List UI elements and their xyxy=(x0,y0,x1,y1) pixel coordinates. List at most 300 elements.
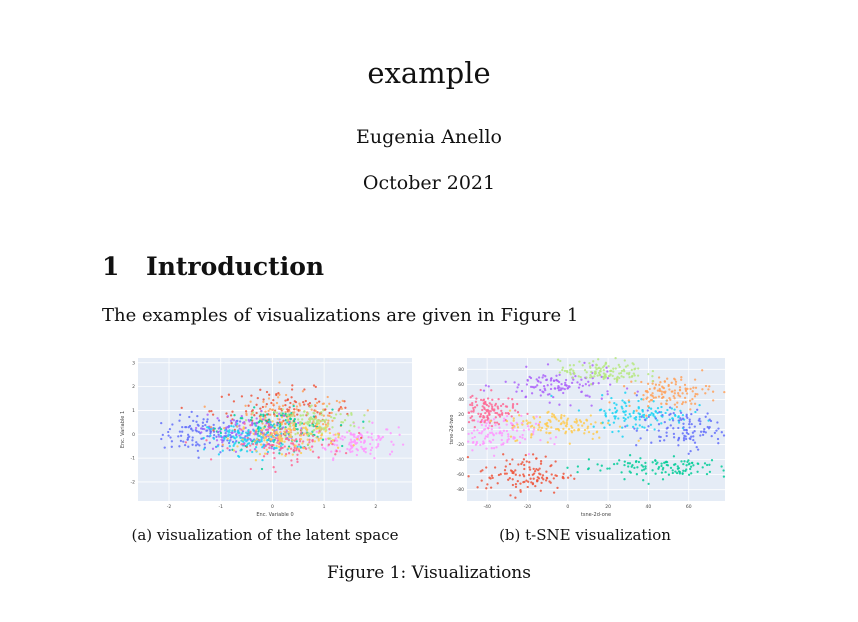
data-point xyxy=(549,402,551,404)
data-point xyxy=(249,444,251,446)
data-point xyxy=(515,486,517,488)
data-point xyxy=(493,418,495,420)
data-point xyxy=(283,430,285,432)
data-point xyxy=(327,425,329,427)
data-point xyxy=(637,374,639,376)
data-point xyxy=(481,424,483,426)
data-point xyxy=(584,369,586,371)
data-point xyxy=(707,388,709,390)
data-point xyxy=(647,409,649,411)
data-point xyxy=(191,411,193,413)
data-point xyxy=(352,421,354,423)
data-point xyxy=(623,369,625,371)
data-point xyxy=(538,472,540,474)
data-point xyxy=(234,437,236,439)
data-point xyxy=(669,413,671,415)
data-point xyxy=(615,367,617,369)
data-point xyxy=(233,414,235,416)
data-point xyxy=(612,370,614,372)
data-point xyxy=(363,439,365,441)
data-point xyxy=(521,423,523,425)
data-point xyxy=(472,442,474,444)
data-point xyxy=(528,474,530,476)
data-point xyxy=(660,406,662,408)
data-point xyxy=(365,447,367,449)
data-point xyxy=(682,418,684,420)
data-point xyxy=(576,381,578,383)
data-point xyxy=(685,468,687,470)
data-point xyxy=(473,409,475,411)
data-point xyxy=(698,404,700,406)
data-point xyxy=(248,419,250,421)
data-point xyxy=(322,439,324,441)
data-point xyxy=(507,397,509,399)
data-point xyxy=(314,440,316,442)
data-point xyxy=(676,472,678,474)
data-point xyxy=(281,453,283,455)
data-point xyxy=(521,434,523,436)
data-point xyxy=(697,462,699,464)
y-tick-label: -20 xyxy=(456,443,464,449)
data-point xyxy=(655,417,657,419)
data-point xyxy=(291,384,293,386)
data-point xyxy=(259,407,261,409)
data-point xyxy=(299,409,301,411)
data-point xyxy=(259,389,261,391)
data-point xyxy=(502,442,504,444)
data-point xyxy=(292,413,294,415)
data-point xyxy=(554,474,556,476)
data-point xyxy=(277,427,279,429)
data-point xyxy=(628,376,630,378)
data-point xyxy=(298,443,300,445)
data-point xyxy=(634,392,636,394)
data-point xyxy=(685,429,687,431)
data-point xyxy=(633,410,635,412)
data-point xyxy=(679,386,681,388)
data-point xyxy=(673,412,675,414)
data-point xyxy=(284,428,286,430)
data-point xyxy=(316,419,318,421)
data-point xyxy=(294,447,296,449)
data-point xyxy=(362,427,364,429)
data-point xyxy=(689,438,691,440)
data-point xyxy=(692,435,694,437)
data-point xyxy=(670,467,672,469)
data-point xyxy=(479,415,481,417)
data-point xyxy=(585,383,587,385)
data-point xyxy=(499,430,501,432)
data-point xyxy=(309,449,311,451)
y-axis-label: tsne-2d-two xyxy=(449,414,455,445)
data-point xyxy=(708,464,710,466)
data-point xyxy=(621,435,623,437)
data-point xyxy=(355,448,357,450)
data-point xyxy=(513,381,515,383)
data-point xyxy=(265,437,267,439)
data-point xyxy=(658,395,660,397)
data-point xyxy=(600,408,602,410)
data-point xyxy=(672,427,674,429)
data-point xyxy=(601,398,603,400)
data-point xyxy=(488,385,490,387)
data-point xyxy=(678,470,680,472)
data-point xyxy=(525,454,527,456)
data-point xyxy=(607,365,609,367)
data-point xyxy=(618,364,620,366)
data-point xyxy=(681,473,683,475)
data-point xyxy=(538,467,540,469)
data-point xyxy=(678,421,680,423)
data-point xyxy=(505,465,507,467)
data-point xyxy=(655,396,657,398)
data-point xyxy=(279,449,281,451)
data-point xyxy=(540,381,542,383)
data-point xyxy=(245,412,247,414)
y-tick-label: 3 xyxy=(132,361,135,367)
data-point xyxy=(284,433,286,435)
data-point xyxy=(488,425,490,427)
data-point xyxy=(222,450,224,452)
data-point xyxy=(486,436,488,438)
data-point xyxy=(235,451,237,453)
data-point xyxy=(198,431,200,433)
data-point xyxy=(629,413,631,415)
data-point xyxy=(609,373,611,375)
data-point xyxy=(188,426,190,428)
data-point xyxy=(681,392,683,394)
data-point xyxy=(325,438,327,440)
data-point xyxy=(480,470,482,472)
data-point xyxy=(512,471,514,473)
data-point xyxy=(675,381,677,383)
data-point xyxy=(483,416,485,418)
data-point xyxy=(528,461,530,463)
data-point xyxy=(225,427,227,429)
data-point xyxy=(623,385,625,387)
data-point xyxy=(292,453,294,455)
data-point xyxy=(647,383,649,385)
data-point xyxy=(529,376,531,378)
data-point xyxy=(514,409,516,411)
data-point xyxy=(358,426,360,428)
data-point xyxy=(647,425,649,427)
y-tick-label: 0 xyxy=(132,432,135,438)
data-point xyxy=(266,449,268,451)
data-point xyxy=(274,415,276,417)
data-point xyxy=(674,414,676,416)
data-point xyxy=(671,390,673,392)
data-point xyxy=(244,405,246,407)
data-point xyxy=(544,423,546,425)
data-point xyxy=(212,413,214,415)
data-point xyxy=(650,424,652,426)
data-point xyxy=(498,423,500,425)
data-point xyxy=(562,367,564,369)
data-point xyxy=(642,394,644,396)
data-point xyxy=(612,375,614,377)
data-point xyxy=(475,401,477,403)
data-point xyxy=(296,461,298,463)
data-point xyxy=(544,387,546,389)
data-point xyxy=(210,428,212,430)
data-point xyxy=(330,442,332,444)
data-point xyxy=(349,451,351,453)
data-point xyxy=(486,404,488,406)
data-point xyxy=(523,458,525,460)
data-point xyxy=(704,392,706,394)
data-point xyxy=(479,421,481,423)
data-point xyxy=(555,379,557,381)
data-point xyxy=(682,470,684,472)
data-point xyxy=(479,444,481,446)
data-point xyxy=(502,453,504,455)
data-point xyxy=(268,421,270,423)
section-title: Introduction xyxy=(146,252,325,281)
data-point xyxy=(500,405,502,407)
data-point xyxy=(607,393,609,395)
data-point xyxy=(338,408,340,410)
data-point xyxy=(242,438,244,440)
data-point xyxy=(516,423,518,425)
data-point xyxy=(540,394,542,396)
data-point xyxy=(687,433,689,435)
data-point xyxy=(328,403,330,405)
data-point xyxy=(256,417,258,419)
data-point xyxy=(619,425,621,427)
data-point xyxy=(573,429,575,431)
data-point xyxy=(614,357,616,359)
data-point xyxy=(527,421,529,423)
data-point xyxy=(578,386,580,388)
data-point xyxy=(484,401,486,403)
data-point xyxy=(636,473,638,475)
data-point xyxy=(624,418,626,420)
data-point xyxy=(252,433,254,435)
data-point xyxy=(167,431,169,433)
data-point xyxy=(624,392,626,394)
data-point xyxy=(517,480,519,482)
data-point xyxy=(549,432,551,434)
data-point xyxy=(583,362,585,364)
data-point xyxy=(657,407,659,409)
data-point xyxy=(679,395,681,397)
data-point xyxy=(569,364,571,366)
data-point xyxy=(331,426,333,428)
data-point xyxy=(324,430,326,432)
data-point xyxy=(487,409,489,411)
data-point xyxy=(362,421,364,423)
data-point xyxy=(517,384,519,386)
data-point xyxy=(685,464,687,466)
data-point xyxy=(337,436,339,438)
data-point xyxy=(661,471,663,473)
data-point xyxy=(638,461,640,463)
data-point xyxy=(547,411,549,413)
data-point xyxy=(288,452,290,454)
data-point xyxy=(673,397,675,399)
data-point xyxy=(579,383,581,385)
data-point xyxy=(696,409,698,411)
data-point xyxy=(195,441,197,443)
data-point xyxy=(504,469,506,471)
data-point xyxy=(540,463,542,465)
data-point xyxy=(555,375,557,377)
data-point xyxy=(281,421,283,423)
data-point xyxy=(592,433,594,435)
data-point xyxy=(651,399,653,401)
data-point xyxy=(312,430,314,432)
data-point xyxy=(284,399,286,401)
data-point xyxy=(655,384,657,386)
data-point xyxy=(680,412,682,414)
data-point xyxy=(302,427,304,429)
data-point xyxy=(665,431,667,433)
data-point xyxy=(284,445,286,447)
data-point xyxy=(703,428,705,430)
data-point xyxy=(256,422,258,424)
data-point xyxy=(478,432,480,434)
data-point xyxy=(629,415,631,417)
data-point xyxy=(171,440,173,442)
data-point xyxy=(633,368,635,370)
data-point xyxy=(537,429,539,431)
data-point xyxy=(553,477,555,479)
data-point xyxy=(206,414,208,416)
data-point xyxy=(529,478,531,480)
data-point xyxy=(668,474,670,476)
data-point xyxy=(509,494,511,496)
y-tick-label: 2 xyxy=(132,385,135,391)
data-point xyxy=(529,422,531,424)
data-point xyxy=(488,477,490,479)
data-point xyxy=(516,403,518,405)
data-point xyxy=(565,384,567,386)
data-point xyxy=(272,399,274,401)
data-point xyxy=(311,425,313,427)
data-point xyxy=(534,485,536,487)
data-point xyxy=(641,416,643,418)
data-point xyxy=(519,442,521,444)
data-point xyxy=(618,372,620,374)
data-point xyxy=(259,417,261,419)
data-point xyxy=(679,417,681,419)
data-point xyxy=(551,473,553,475)
data-point xyxy=(323,415,325,417)
data-point xyxy=(268,423,270,425)
data-point xyxy=(542,474,544,476)
data-point xyxy=(247,405,249,407)
data-point xyxy=(278,405,280,407)
data-point xyxy=(503,417,505,419)
data-point xyxy=(532,431,534,433)
data-point xyxy=(546,477,548,479)
data-point xyxy=(278,446,280,448)
data-point xyxy=(206,421,208,423)
data-point xyxy=(303,433,305,435)
data-point xyxy=(686,461,688,463)
data-point xyxy=(527,425,529,427)
data-point xyxy=(577,428,579,430)
data-point xyxy=(291,464,293,466)
data-point xyxy=(506,430,508,432)
data-point xyxy=(495,432,497,434)
data-point xyxy=(491,475,493,477)
data-point xyxy=(291,439,293,441)
data-point xyxy=(674,463,676,465)
data-point xyxy=(554,460,556,462)
data-point xyxy=(631,369,633,371)
data-point xyxy=(570,430,572,432)
data-point xyxy=(689,450,691,452)
data-point xyxy=(542,374,544,376)
data-point xyxy=(554,416,556,418)
data-point xyxy=(234,430,236,432)
data-point xyxy=(515,483,517,485)
data-point xyxy=(473,429,475,431)
data-point xyxy=(650,442,652,444)
data-point xyxy=(683,439,685,441)
data-point xyxy=(664,471,666,473)
data-point xyxy=(275,445,277,447)
data-point xyxy=(221,441,223,443)
data-point xyxy=(590,404,592,406)
data-point xyxy=(602,422,604,424)
data-point xyxy=(272,403,274,405)
data-point xyxy=(229,449,231,451)
data-point xyxy=(233,419,235,421)
data-point xyxy=(220,432,222,434)
data-point xyxy=(566,421,568,423)
data-point xyxy=(533,428,535,430)
data-point xyxy=(305,400,307,402)
data-point xyxy=(354,440,356,442)
data-point xyxy=(350,433,352,435)
subfigure-caption-b: (b) t-SNE visualization xyxy=(499,526,671,544)
data-point xyxy=(582,364,584,366)
data-point xyxy=(238,425,240,427)
data-point xyxy=(235,433,237,435)
data-point xyxy=(503,430,505,432)
data-point xyxy=(678,415,680,417)
data-point xyxy=(654,387,656,389)
data-point xyxy=(316,424,318,426)
data-point xyxy=(484,437,486,439)
x-axis-label: Enc. Variable 0 xyxy=(256,512,294,518)
data-point xyxy=(215,436,217,438)
data-point xyxy=(651,469,653,471)
data-point xyxy=(313,415,315,417)
data-point xyxy=(221,396,223,398)
data-point xyxy=(642,398,644,400)
data-point xyxy=(313,422,315,424)
data-point xyxy=(301,418,303,420)
data-point xyxy=(692,439,694,441)
data-point xyxy=(493,447,495,449)
data-point xyxy=(327,437,329,439)
data-point xyxy=(688,474,690,476)
data-point xyxy=(658,390,660,392)
data-point xyxy=(690,466,692,468)
data-point xyxy=(245,410,247,412)
data-point xyxy=(536,384,538,386)
data-point xyxy=(249,401,251,403)
data-point xyxy=(693,430,695,432)
data-point xyxy=(587,468,589,470)
data-point xyxy=(560,422,562,424)
data-point xyxy=(511,423,513,425)
data-point xyxy=(688,453,690,455)
